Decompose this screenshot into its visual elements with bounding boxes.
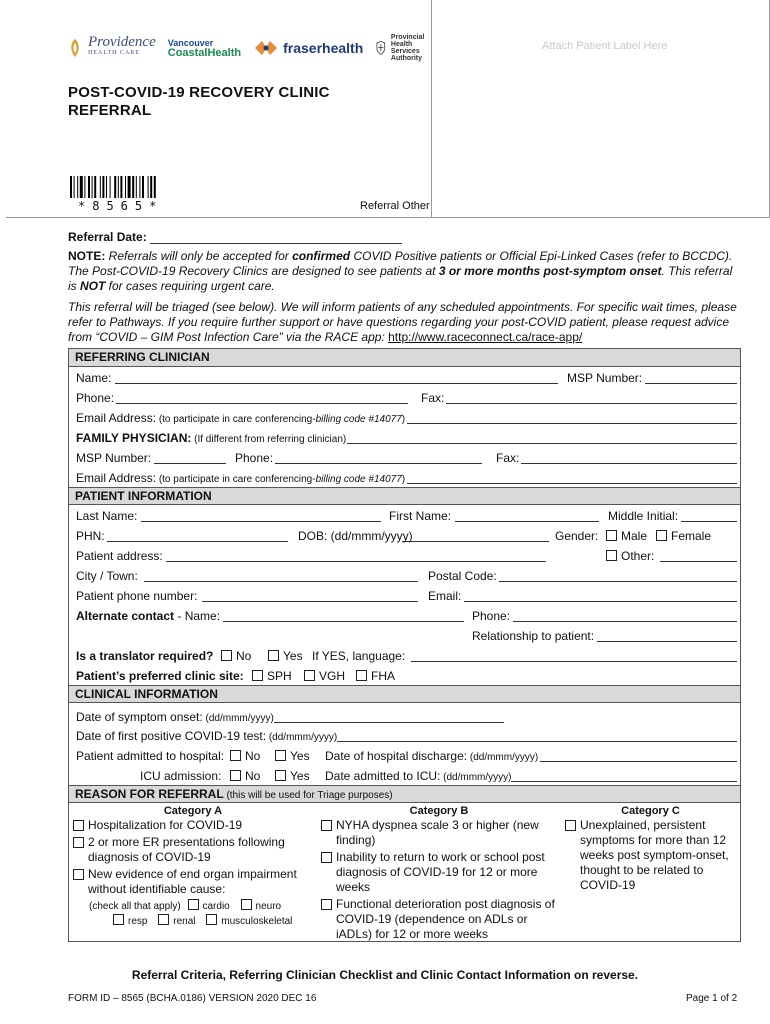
musculoskeletal-option[interactable]: musculoskeletal: [206, 916, 292, 927]
first-name-field[interactable]: [455, 521, 599, 522]
row-family-physician: FAMILY PHYSICIAN: (If different from referring clinician): [69, 427, 740, 447]
city-field[interactable]: [144, 581, 418, 582]
dob-field[interactable]: [402, 541, 549, 542]
hospital-discharge-field[interactable]: [540, 761, 737, 762]
row-patient-names: Last Name: First Name: Middle Initial:: [69, 505, 740, 525]
resp-option[interactable]: resp: [113, 916, 147, 927]
gender-female-checkbox[interactable]: [656, 530, 667, 541]
note-paragraph: NOTE: Referrals will only be accepted for confirmed COVID Positive patients or Official Epi-Linked Cases (refer to BCCDC). The Post-COVID-19 Recovery Clinics are designed to see patients at 3 or more months post-symptom onset. This referral is NOT for cases requiring urgent care.: [68, 249, 733, 293]
clinician-phone-field[interactable]: [116, 403, 408, 404]
organ-options: (check all that apply) cardio neuro resp renal musculoskeletal: [89, 901, 293, 927]
section-patient-information: PATIENT INFORMATION: [69, 487, 740, 505]
icu-no-option[interactable]: No: [230, 769, 260, 783]
clinic-sph-checkbox[interactable]: [252, 670, 263, 681]
referral-categories: [69, 803, 740, 941]
icu-yes-option[interactable]: Yes: [275, 769, 310, 783]
gender-male-option[interactable]: Male: [606, 529, 647, 543]
b2-option[interactable]: Inability to return to work or school post diagnosis of COVID-19 for 12 or more weeks: [321, 850, 557, 895]
row-hospital-admission: Patient admitted to hospital: No Yes Date of hospital discharge: (dd/mmm/yyyy): [69, 745, 740, 765]
relationship-field[interactable]: [597, 641, 737, 642]
section-reason-for-referral: REASON FOR REFERRAL (this will be used for Triage purposes): [69, 785, 740, 803]
triage-paragraph: This referral will be triaged (see below). We will inform patients of any scheduled appointments. For specific wait times, please refer to Pathways. If you require further support or have questions regarding your post-COVID patient, please request advice from “COVID – GIM Post Infection Care” via the RACE app: http://www.raceconnect.ca/race-app/: [68, 300, 737, 344]
patient-label-box: [431, 0, 770, 218]
translator-yes-checkbox[interactable]: [268, 650, 279, 661]
translator-yes-option[interactable]: Yes: [268, 649, 303, 663]
clinician-fax-field[interactable]: [446, 403, 737, 404]
hospital-no-checkbox[interactable]: [230, 750, 241, 761]
referral-other-label: Referral Other: [360, 200, 430, 212]
vch-logo: Vancouver CoastalHealth: [167, 38, 242, 59]
referral-form-table: [68, 348, 741, 942]
row-family-msp: MSP Number: Phone: Fax:: [69, 447, 740, 467]
gender-other-field[interactable]: [660, 561, 737, 562]
c1-option[interactable]: Unexplained, persistent symptoms for more than 12 weeks post symptom-onset, thought to be related to COVID-19: [565, 818, 736, 893]
barcode-text: *8565*: [78, 199, 164, 213]
family-msp-field[interactable]: [154, 463, 226, 464]
renal-checkbox[interactable]: [158, 914, 169, 925]
a1-option[interactable]: Hospitalization for COVID-19: [73, 818, 313, 833]
row-patient-address: Patient address: Other:: [69, 545, 740, 565]
phsa-emblem-icon: [375, 37, 387, 59]
providence-logo: Providence HEALTH CARE: [66, 37, 156, 59]
a2-option[interactable]: 2 or more ER presentations following diagnosis of COVID-19: [73, 835, 313, 865]
family-email-field[interactable]: [407, 483, 737, 484]
b1-option[interactable]: NYHA dyspnea scale 3 or higher (new finding): [321, 818, 557, 848]
a3-option[interactable]: New evidence of end organ impairment without identifiable cause:: [73, 867, 313, 897]
row-translator: Is a translator required? No Yes If YES, language:: [69, 645, 740, 665]
row-relationship: Relationship to patient:: [69, 625, 740, 645]
row-clinician-name: Name: MSP Number:: [69, 367, 740, 387]
referral-date-field[interactable]: [150, 243, 402, 244]
icu-date-field[interactable]: [511, 781, 737, 782]
category-b: Category B NYHA dyspnea scale 3 or higher (new finding) Inability to return to work or school post diagnosis of COVID-19 for 12 or more weeks Functional deterioration post diagnosis of COVID-19 (dependence on ADLs or iADLs) for 12 or more weeks: [317, 803, 561, 941]
reverse-notice: Referral Criteria, Referring Clinician Checklist and Clinic Contact Information on reverse.: [131, 968, 639, 982]
language-field[interactable]: [411, 661, 737, 662]
cardio-option[interactable]: cardio: [188, 901, 230, 912]
row-phn-dob-gender: PHN: DOB: (dd/mmm/yyyy) Gender: Male Female: [76, 529, 712, 543]
translator-no-option[interactable]: No: [221, 649, 251, 663]
renal-option[interactable]: renal: [158, 916, 195, 927]
row-clinician-phone: Phone: Fax:: [69, 387, 740, 407]
clinician-email-field[interactable]: [407, 423, 737, 424]
symptom-onset-field[interactable]: [274, 722, 504, 723]
clinic-fha-checkbox[interactable]: [356, 670, 367, 681]
b3-checkbox[interactable]: [321, 899, 332, 910]
row-patient-contact: Patient phone number: Email:: [69, 585, 740, 605]
hospital-yes-checkbox[interactable]: [275, 750, 286, 761]
hospital-no-option[interactable]: No: [230, 749, 260, 763]
postal-code-field[interactable]: [499, 581, 737, 582]
patient-address-field[interactable]: [166, 561, 546, 562]
b3-option[interactable]: Functional deterioration post diagnosis of COVID-19 (dependence on ADLs or iADLs) for 12 or more weeks: [321, 897, 557, 942]
neuro-option[interactable]: neuro: [241, 901, 282, 912]
family-physician-field[interactable]: [347, 443, 737, 444]
row-city-postal: City / Town: Postal Code:: [69, 565, 740, 585]
row-family-email: Email Address: (to participate in care conferencing-billing code #14077): [69, 467, 740, 487]
header-divider: [6, 217, 432, 218]
alternate-contact-name-field[interactable]: [223, 621, 464, 622]
icu-no-checkbox[interactable]: [230, 770, 241, 781]
form-id: FORM ID – 8565 (BCHA.0186) VERSION 2020 DEC 16: [68, 993, 317, 1004]
clinic-vgh-checkbox[interactable]: [304, 670, 315, 681]
clinic-fha-option[interactable]: FHA: [356, 669, 395, 683]
last-name-field[interactable]: [141, 521, 381, 522]
family-fax-field[interactable]: [521, 463, 737, 464]
referral-date-label: Referral Date:: [68, 230, 147, 244]
barcode: [70, 176, 202, 198]
category-a: Category A Hospitalization for COVID-19 2 or more ER presentations following diagnosis of COVID-19 New evidence of end organ impairment without identifiable cause: (check all that apply) cardio neuro resp renal musculoskeletal: [69, 803, 317, 941]
b1-checkbox[interactable]: [321, 820, 332, 831]
cardio-checkbox[interactable]: [188, 899, 199, 910]
category-c: Category C Unexplained, persistent symptoms for more than 12 weeks post symptom-onset, thought to be related to COVID-19: [561, 803, 740, 941]
gender-other-option[interactable]: Other:: [606, 549, 654, 563]
clinic-sph-option[interactable]: SPH: [252, 669, 292, 683]
race-app-link[interactable]: http://www.raceconnect.ca/race-app/: [388, 330, 583, 344]
phn-field[interactable]: [107, 541, 288, 542]
phsa-logo: Provincial Health Services Authority: [375, 34, 430, 62]
first-positive-field[interactable]: [337, 741, 737, 742]
clinic-vgh-option[interactable]: VGH: [304, 669, 345, 683]
middle-initial-field[interactable]: [681, 521, 737, 522]
neuro-checkbox[interactable]: [241, 899, 252, 910]
icu-yes-checkbox[interactable]: [275, 770, 286, 781]
gender-female-option[interactable]: Female: [656, 529, 711, 543]
gender-other-checkbox[interactable]: [606, 550, 617, 561]
hospital-yes-option[interactable]: Yes: [275, 749, 310, 763]
musculoskeletal-checkbox[interactable]: [206, 914, 217, 925]
row-first-positive: Date of first positive COVID-19 test: (dd/mmm/yyyy): [69, 725, 740, 745]
fraserhealth-logo: fraserhealth: [253, 39, 363, 57]
a1-checkbox[interactable]: [73, 820, 84, 831]
row-symptom-onset: Date of symptom onset: (dd/mmm/yyyy): [69, 703, 740, 725]
attach-label-placeholder: Attach Patient Label Here: [542, 40, 668, 52]
alternate-contact-phone-field[interactable]: [513, 621, 737, 622]
form-title: POST-COVID-19 RECOVERY CLINIC REFERRAL: [68, 84, 330, 119]
clinician-msp-field[interactable]: [645, 383, 737, 384]
row-icu-admission: ICU admission: No Yes Date admitted to ICU: (dd/mmm/yyyy): [69, 765, 740, 785]
clinician-name-field[interactable]: [115, 383, 558, 384]
patient-email-field[interactable]: [464, 601, 737, 602]
resp-checkbox[interactable]: [113, 914, 124, 925]
translator-no-checkbox[interactable]: [221, 650, 232, 661]
a3-checkbox[interactable]: [73, 869, 84, 880]
b2-checkbox[interactable]: [321, 852, 332, 863]
patient-phone-field[interactable]: [202, 601, 418, 602]
row-alternate-contact: Alternate contact - Name: Phone:: [69, 605, 740, 625]
section-referring-clinician: REFERRING CLINICIAN: [69, 349, 740, 367]
logo-strip: [66, 28, 426, 68]
providence-emblem-icon: [66, 37, 84, 59]
c1-checkbox[interactable]: [565, 820, 576, 831]
a2-checkbox[interactable]: [73, 837, 84, 848]
family-phone-field[interactable]: [275, 463, 482, 464]
section-clinical-information: CLINICAL INFORMATION: [69, 685, 740, 703]
row-clinic-site: Patient’s preferred clinic site: SPH VGH FHA: [76, 669, 395, 683]
row-clinician-email: Email Address: (to participate in care conferencing-billing code #14077): [69, 407, 740, 427]
fraserhealth-emblem-icon: [253, 39, 279, 57]
gender-male-checkbox[interactable]: [606, 530, 617, 541]
page-number: Page 1 of 2: [686, 993, 738, 1004]
